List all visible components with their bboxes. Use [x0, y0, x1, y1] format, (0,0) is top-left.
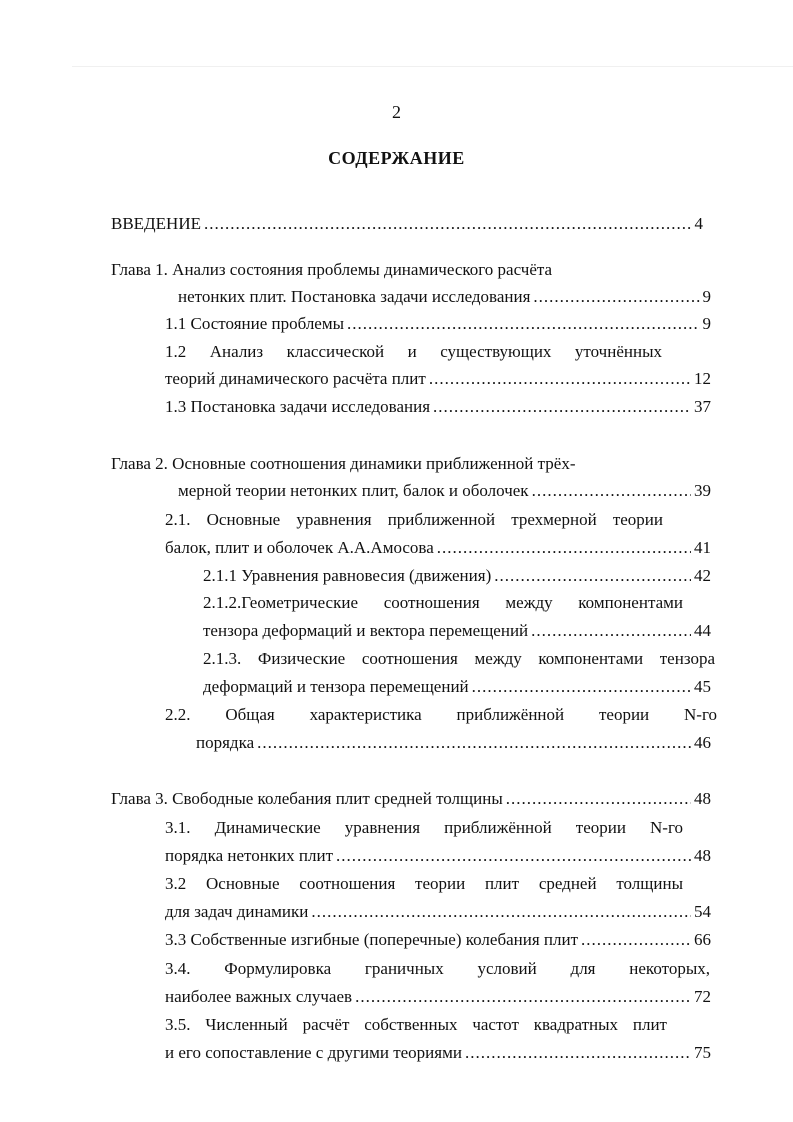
toc-entry-page: 37	[694, 397, 711, 416]
toc-entry-page: 41	[694, 538, 711, 557]
toc-entry-page: 75	[694, 1043, 711, 1062]
toc-entry-page: 44	[694, 621, 711, 640]
toc-section-2-1-3-line1: 2.1.3. Физические соотношения между компонентами тензора	[203, 649, 715, 668]
toc-section-2-1-1	[203, 563, 711, 589]
toc-entry-text: порядка нетонких плит	[165, 846, 334, 865]
toc-section-2-1-3-line2	[203, 674, 711, 700]
dot-leader	[336, 843, 691, 869]
toc-chapter-2-line2	[178, 478, 711, 504]
dot-leader	[532, 478, 691, 504]
toc-section-3-2-line1: 3.2 Основные соотношения теории плит средней толщины	[165, 874, 683, 893]
toc-entry-page: 4	[694, 214, 703, 233]
dot-leader	[506, 786, 691, 812]
toc-entry-text: ВВЕДЕНИЕ	[111, 214, 201, 233]
toc-entry-text: для задач динамики	[165, 902, 309, 921]
dot-leader	[429, 366, 691, 392]
dot-leader	[433, 394, 691, 420]
toc-entry-text: теорий динамического расчёта плит	[165, 369, 426, 388]
toc-entry-page: 42	[694, 566, 711, 585]
toc-section-1-2-line1: 1.2 Анализ классической и существующих уточнённых	[165, 342, 662, 361]
toc-chapter-3	[111, 786, 711, 812]
toc-entry-text: балок, плит и оболочек А.А.Амосова	[165, 538, 434, 557]
toc-entry-text: деформаций и тензора перемещений	[203, 677, 469, 696]
toc-section-2-1-line2	[165, 535, 711, 561]
toc-entry-intro	[111, 211, 703, 237]
toc-title: СОДЕРЖАНИЕ	[328, 148, 465, 168]
toc-section-3-4-line1: 3.4. Формулировка граничных условий для некоторых,	[165, 959, 710, 978]
toc-section-3-5-line2	[165, 1040, 711, 1066]
toc-entry-text: 3.3 Собственные изгибные (поперечные) колебания плит	[165, 930, 579, 949]
dot-leader	[472, 674, 691, 700]
toc-entry-page: 54	[694, 902, 711, 921]
toc-section-1-3	[165, 394, 711, 420]
toc-entry-page: 72	[694, 987, 711, 1006]
toc-section-1-1	[165, 311, 711, 337]
dot-leader	[437, 535, 691, 561]
dot-leader	[465, 1040, 691, 1066]
dot-leader	[257, 730, 691, 756]
toc-entry-page: 66	[694, 930, 711, 949]
toc-entry-page: 48	[694, 846, 711, 865]
dot-leader	[494, 563, 691, 589]
dot-leader	[204, 211, 692, 237]
toc-section-3-3	[165, 927, 711, 953]
toc-section-2-2-line2	[196, 730, 711, 756]
toc-entry-text: и его сопоставление с другими теориями	[165, 1043, 462, 1062]
toc-section-3-5-line1: 3.5. Численный расчёт собственных частот квадратных плит	[165, 1015, 667, 1034]
toc-entry-page: 45	[694, 677, 711, 696]
dot-leader	[355, 984, 691, 1010]
toc-entry-text: мерной теории нетонких плит, балок и оболочек	[178, 481, 529, 500]
toc-section-3-4-line2	[165, 984, 711, 1010]
dot-leader	[581, 927, 691, 953]
toc-entry-page: 9	[702, 287, 711, 306]
page-number: 2	[392, 102, 401, 122]
toc-entry-text: 2.1.1 Уравнения равновесия (движения)	[203, 566, 492, 585]
toc-entry-page: 12	[694, 369, 711, 388]
toc-chapter-1-line1: Глава 1. Анализ состояния проблемы динамического расчёта	[111, 260, 553, 279]
toc-section-2-2-line1: 2.2. Общая характеристика приближённой теории N-го	[165, 705, 717, 724]
toc-entry-text: 1.3 Постановка задачи исследования	[165, 397, 431, 416]
dot-leader	[533, 284, 699, 310]
toc-section-3-1-line1: 3.1. Динамические уравнения приближённой теории N-го	[165, 818, 683, 837]
toc-entry-text: Глава 3. Свободные колебания плит средней толщины	[111, 789, 503, 808]
toc-section-2-1-line1: 2.1. Основные уравнения приближенной трехмерной теории	[165, 510, 663, 529]
toc-section-3-2-line2	[165, 899, 711, 925]
toc-section-2-1-2-line2	[203, 618, 711, 644]
toc-entry-text: нетонких плит. Постановка задачи исследования	[178, 287, 531, 306]
toc-entry-page: 39	[694, 481, 711, 500]
toc-section-3-1-line2	[165, 843, 711, 869]
toc-entry-text: наиболее важных случаев	[165, 987, 353, 1006]
toc-chapter-1-line2	[178, 284, 711, 310]
toc-entry-page: 48	[694, 789, 711, 808]
toc-entry-text: 1.1 Состояние проблемы	[165, 314, 345, 333]
toc-entry-page: 9	[702, 314, 711, 333]
toc-section-1-2-line2	[165, 366, 711, 392]
dot-leader	[311, 899, 691, 925]
toc-section-2-1-2-line1: 2.1.2.Геометрические соотношения между компонентами	[203, 593, 683, 612]
toc-entry-text: порядка	[196, 733, 255, 752]
toc-entry-page: 46	[694, 733, 711, 752]
scan-edge-line	[72, 66, 793, 67]
dot-leader	[531, 618, 691, 644]
toc-entry-text: тензора деформаций и вектора перемещений	[203, 621, 529, 640]
dot-leader	[347, 311, 699, 337]
toc-chapter-2-line1: Глава 2. Основные соотношения динамики приближенной трёх-	[111, 454, 576, 473]
